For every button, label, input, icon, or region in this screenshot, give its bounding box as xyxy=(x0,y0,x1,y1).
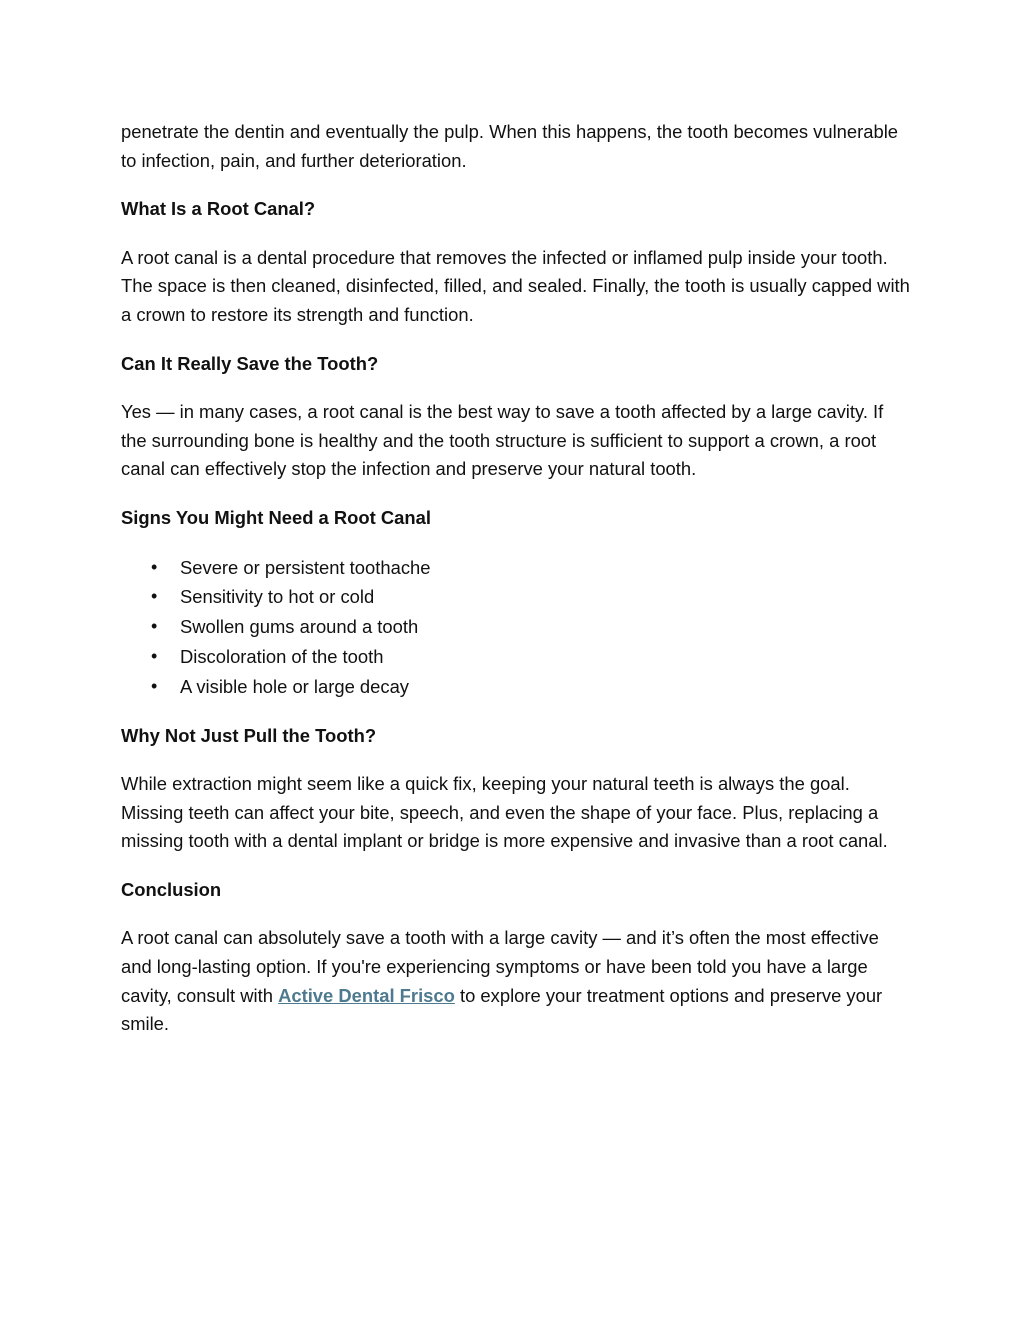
section-paragraph-save-tooth: Yes — in many cases, a root canal is the best way to save a tooth affected by a large cavity. If the surrounding bone is healthy and the tooth structure is sufficient to support a crown, a root canal can effectively stop the infection and preserve your natural tooth. xyxy=(121,401,884,480)
bullet-icon: • xyxy=(151,675,158,696)
list-item xyxy=(121,553,911,583)
list-item-text: Severe or persistent toothache xyxy=(180,556,431,578)
list-item-text: A visible hole or large decay xyxy=(180,675,409,697)
active-dental-frisco-link[interactable]: Active Dental Frisco xyxy=(278,984,455,1006)
section-heading-save-tooth: Can It Really Save the Tooth? xyxy=(121,352,379,374)
section-paragraph-why-not-pull: While extraction might seem like a quick fix, keeping your natural teeth is always the goal. Missing teeth can affect your bite, speech, and even the shape of your face. Plus, replacing a missing tooth with a dental implant or bridge is more expensive and invasive than a root canal. xyxy=(121,773,888,852)
bullet-icon: • xyxy=(151,616,158,637)
section-heading-conclusion: Conclusion xyxy=(121,878,222,900)
intro-paragraph: penetrate the dentin and eventually the pulp. When this happens, the tooth becomes vulnerable to infection, pain, and further deterioration. xyxy=(121,121,899,171)
bullet-icon: • xyxy=(151,645,158,666)
list-item xyxy=(121,672,911,702)
bullet-icon: • xyxy=(151,586,158,607)
section-heading-why-not-pull: Why Not Just Pull the Tooth? xyxy=(121,724,377,746)
list-item xyxy=(121,582,911,612)
section-heading-what-is-root-canal: What Is a Root Canal? xyxy=(121,198,316,220)
section-paragraph-what-is-root-canal: A root canal is a dental procedure that removes the infected or inflamed pulp inside your tooth. The space is then cleaned, disinfected, filled, and sealed. Finally, the tooth is usually capped with a crown to restore its strength and function. xyxy=(121,246,910,325)
list-item-text: Sensitivity to hot or cold xyxy=(180,586,375,608)
list-item-text: Swollen gums around a tooth xyxy=(180,616,419,638)
conclusion-paragraph xyxy=(121,924,911,1038)
section-heading-signs: Signs You Might Need a Root Canal xyxy=(121,506,431,528)
bullet-icon: • xyxy=(151,556,158,577)
signs-list xyxy=(121,553,911,702)
document-page xyxy=(121,118,911,1059)
list-item-text: Discoloration of the tooth xyxy=(180,645,384,667)
conclusion-text-after-link: to explore your treatment options and preserve your smile. xyxy=(121,984,883,1035)
list-item xyxy=(121,612,911,642)
list-item xyxy=(121,642,911,672)
conclusion-text-before-link: A root canal can absolutely save a tooth with a large cavity — and it’s often the most effective and long-lasting option. If you're experiencing symptoms or have been told you have a large cavity, consult with xyxy=(121,927,879,1006)
